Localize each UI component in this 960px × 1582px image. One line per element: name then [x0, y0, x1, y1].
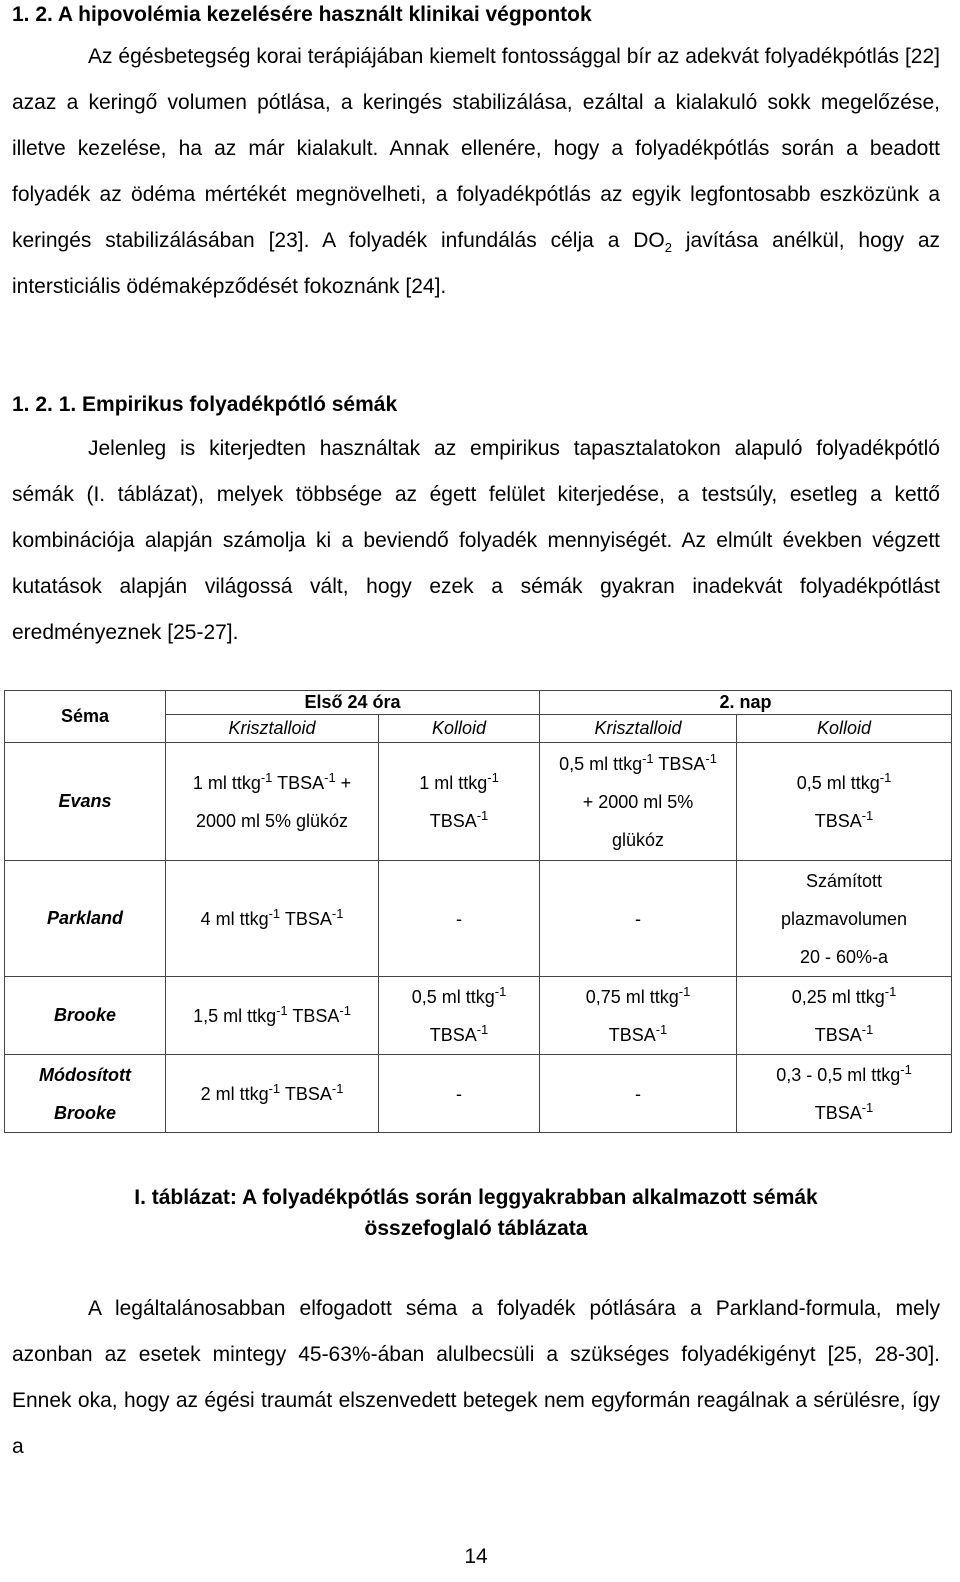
- cell-brooke-colloid-1: 0,5 ml ttkg$^{-1}$ $TBSA^{-1}$: [379, 977, 540, 1055]
- header-day-2: 2. nap: [540, 691, 952, 715]
- cell-modbrooke-colloid-2: 0,3 - 0,5 ml ttkg$^{-1}$ $TBSA^{-1}$: [737, 1055, 952, 1133]
- cell-brooke-colloid-2: 0,25 ml ttkg$^{-1}$ $TBSA^{-1}$: [737, 977, 952, 1055]
- cell-modbrooke-crystalloid-1: 2 ml ttkg$^{-1}$ $TBSA^{-1}$: [166, 1055, 379, 1133]
- caption-line-2: összefoglaló táblázata: [364, 1217, 588, 1240]
- row-name-parkland: Parkland: [5, 861, 166, 977]
- cell-brooke-crystalloid-2: 0,75 ml ttkg$^{-1}$ $TBSA^{-1}$: [540, 977, 737, 1055]
- cell-parkland-crystalloid-1: 4 ml ttkg$^{-1}$ $TBSA^{-1}$: [166, 861, 379, 977]
- row-name-evans: Evans: [5, 743, 166, 861]
- row-name-modified-brooke: Módosított Brooke: [5, 1055, 166, 1133]
- caption-line-1: I. táblázat: A folyadékpótlás során leggyakrabban alkalmazott sémák: [134, 1186, 818, 1209]
- paragraph-hypovolemia: [12, 34, 940, 310]
- table-row: [5, 743, 952, 861]
- paragraph-text: Jelenleg is kiterjedten használtak az empirikus tapasztalatokon alapuló folyadékpótló sémák (I. táblázat), melyek többsége az égett felület kiterjedése, a testsúly, esetleg a kettő kombinációja alapján számolja ki a beviendő folyadék mennyiségét. Az elmúlt években végzett kutatások alapján világossá vált, hogy ezek a sémák gyakran inadekvát folyadékpótlást eredményeznek [25-27].: [12, 437, 940, 644]
- row-name-brooke: Brooke: [5, 977, 166, 1055]
- cell-parkland-colloid-1: -: [379, 861, 540, 977]
- table-row: [5, 1055, 952, 1133]
- section-heading-1-2-1: 1. 2. 1. Empirikus folyadékpótló sémák: [12, 393, 398, 416]
- table-row: [5, 977, 952, 1055]
- cell-evans-colloid-1: 1 ml ttkg$^{-1}$ $TBSA^{-1}$: [379, 743, 540, 861]
- table-row: [5, 861, 952, 977]
- paragraph-text: A legáltalánosabban elfogadott séma a folyadék pótlására a Parkland-formula, mely azonban az esetek mintegy 45-63%-ában alulbecsüli a szükséges folyadékigényt [25, 28-30]. Ennek oka, hogy az égési traumát elszenvedett betegek nem egyformán reagálnak a sérülésre, így a: [12, 1297, 940, 1458]
- paragraph-text-end: javítása anélkül, hogy az intersticiális ödémaképződését fokoznánk [24].: [12, 229, 941, 298]
- cell-evans-crystalloid-2: 0,5 ml ttkg$^{-1}$ $TBSA^{-1}$ + 2000 ml 5% glükóz: [540, 743, 737, 861]
- header-schema: Séma: [5, 691, 166, 743]
- table-caption: [12, 1182, 940, 1244]
- header-colloid-2: Kolloid: [737, 715, 952, 743]
- section-heading-1-2: 1. 2. A hipovolémia kezelésére használt klinikai végpontok: [12, 3, 592, 26]
- header-colloid-1: Kolloid: [379, 715, 540, 743]
- cell-brooke-crystalloid-1: 1,5 ml ttkg$^{-1}$ $TBSA^{-1}$: [166, 977, 379, 1055]
- header-first-24h: Első 24 óra: [166, 691, 540, 715]
- header-crystalloid-2: Krisztalloid: [540, 715, 737, 743]
- cell-modbrooke-crystalloid-2: -: [540, 1055, 737, 1133]
- cell-modbrooke-colloid-1: -: [379, 1055, 540, 1133]
- cell-parkland-crystalloid-2: -: [540, 861, 737, 977]
- page-number: 14: [464, 1545, 488, 1568]
- paragraph-parkland: [12, 1286, 940, 1470]
- header-crystalloid-1: Krisztalloid: [166, 715, 379, 743]
- paragraph-text: Az égésbetegség korai terápiájában kiemelt fontossággal bír az adekvát folyadékpótlás [22] azaz a keringő volumen pótlása, a keringés stabilizálása, ezáltal a kialakuló sokk megelőzése, illetve kezelése, ha az már kialakult. Annak ellenére, hogy a folyadékpótlás során a beadott folyadék az ödéma mértékét megnövelheti, a folyadékpótlás az egyik legfontosabb eszközünk a keringés stabilizálásában [23]. A folyadék infundálás célja a DO: [12, 45, 940, 252]
- paragraph-empirical-schemes: [12, 426, 940, 656]
- cell-parkland-colloid-2: Számított plazmavolumen 20 - 60%-a: [737, 861, 952, 977]
- subscript: 2: [664, 240, 672, 256]
- cell-evans-crystalloid-1: 1 ml ttkg$^{-1}$ $TBSA^{-1}$ + 2000 ml 5% glükóz: [166, 743, 379, 861]
- fluid-schemes-table: [4, 690, 952, 1133]
- cell-evans-colloid-2: 0,5 ml ttkg$^{-1}$ $TBSA^{-1}$: [737, 743, 952, 861]
